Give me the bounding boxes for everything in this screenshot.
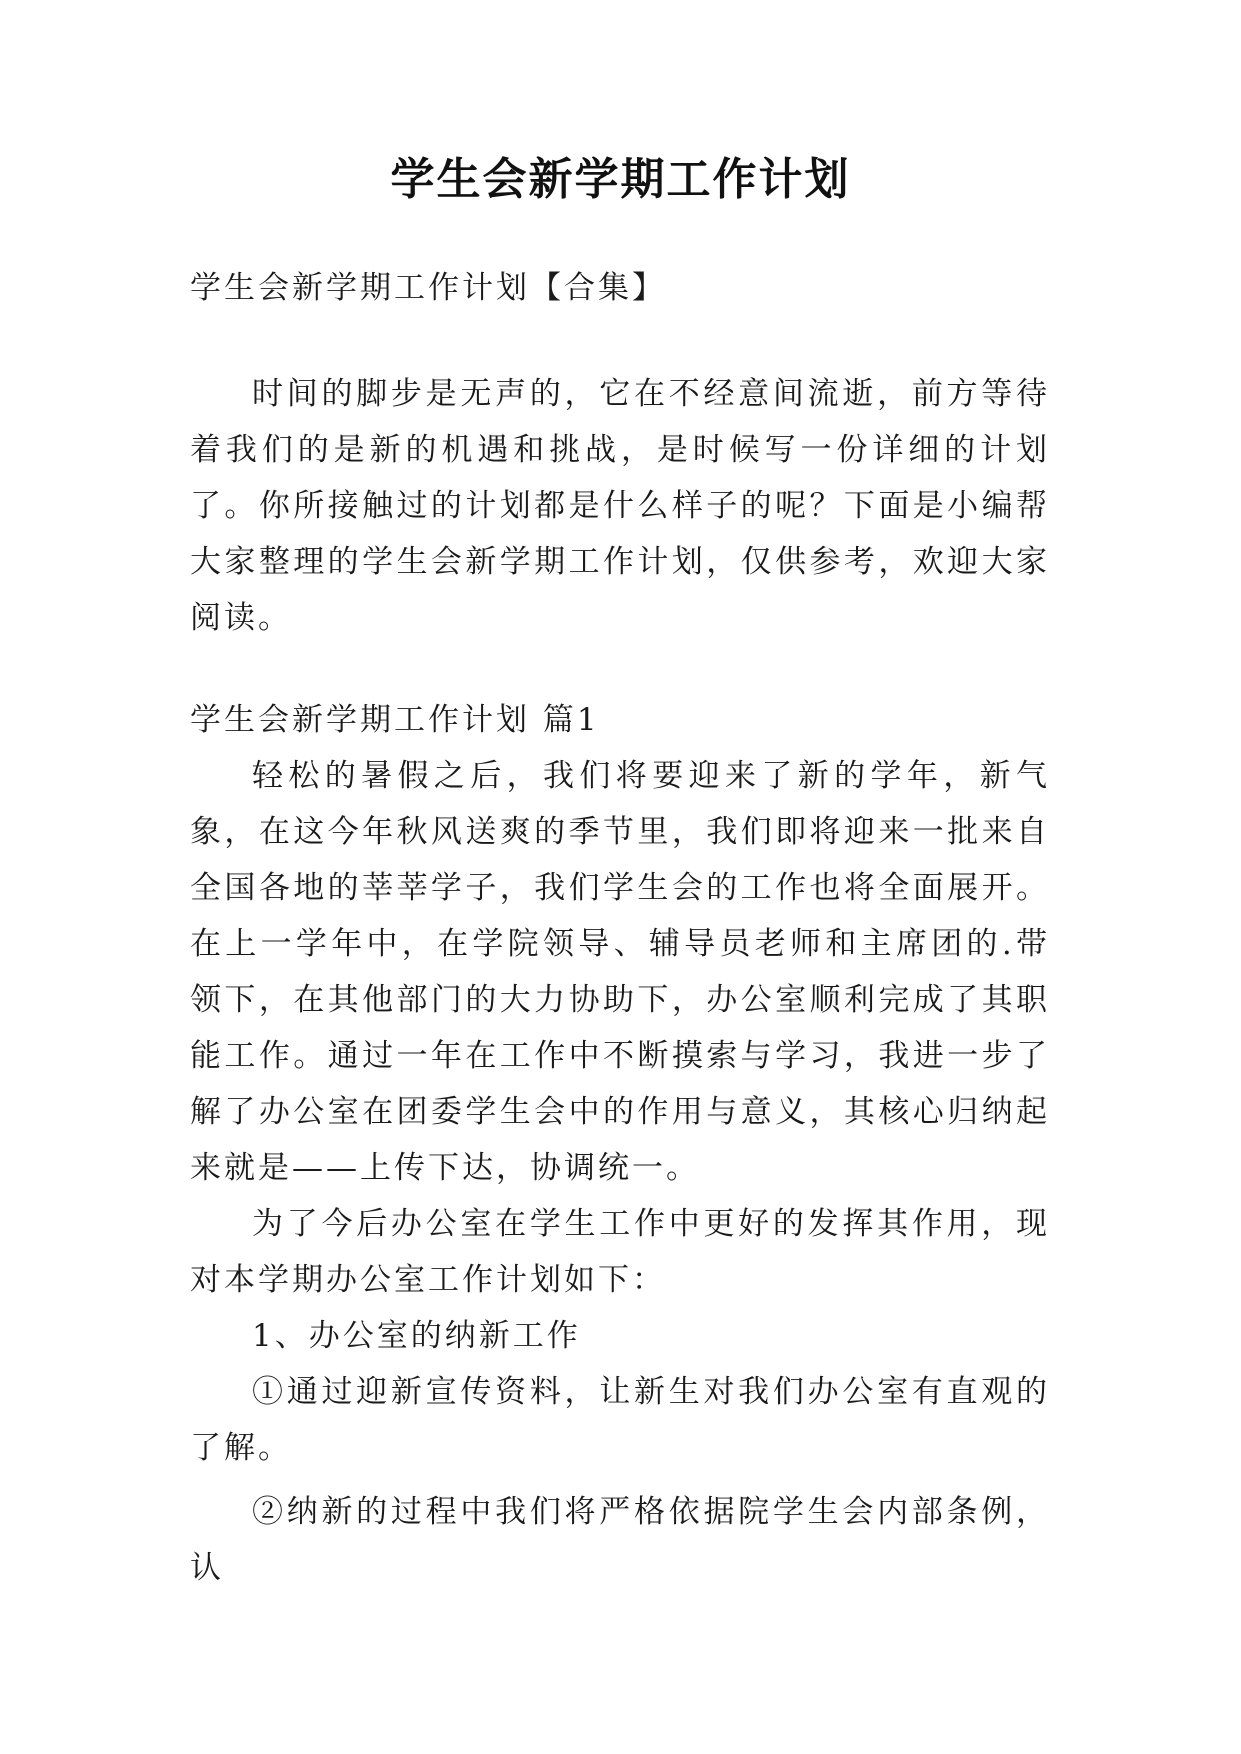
list-item: ①通过迎新宣传资料，让新生对我们办公室有直观的了解。 [190,1374,1050,1466]
document-subtitle: 学生会新学期工作计划【合集】 [190,270,666,306]
document-body [190,260,1050,1596]
list-heading: 1、办公室的纳新工作 [252,1318,581,1354]
document-title: 学生会新学期工作计划 [390,154,851,205]
section-heading: 学生会新学期工作计划 篇1 [190,702,600,738]
body-paragraph: 轻松的暑假之后，我们将要迎来了新的学年，新气象，在这今年秋风送爽的季节里，我们即将迎来一批来自全国各地的莘莘学子，我们学生会的工作也将全面展开。在上一学年中，在学院领导、辅导员老师和主席团的.带领下，在其他部门的大力协助下，办公室顺利完成了其职能工作。通过一年在工作中不断摸索与学习，我进一步了解了办公室在团委学生会中的作用与意义，其核心归纳起来就是——上传下达，协调统一。 [190,758,1050,1186]
intro-paragraph: 时间的脚步是无声的，它在不经意间流逝，前方等待着我们的是新的机遇和挑战，是时候写一份详细的计划了。你所接触过的计划都是什么样子的呢？下面是小编帮大家整理的学生会新学期工作计划，仅供参考，欢迎大家阅读。 [190,376,1050,636]
list-item: ②纳新的过程中我们将严格依据院学生会内部条例，认 [190,1494,1050,1586]
body-paragraph: 为了今后办公室在学生工作中更好的发挥其作用，现对本学期办公室工作计划如下： [190,1206,1050,1298]
